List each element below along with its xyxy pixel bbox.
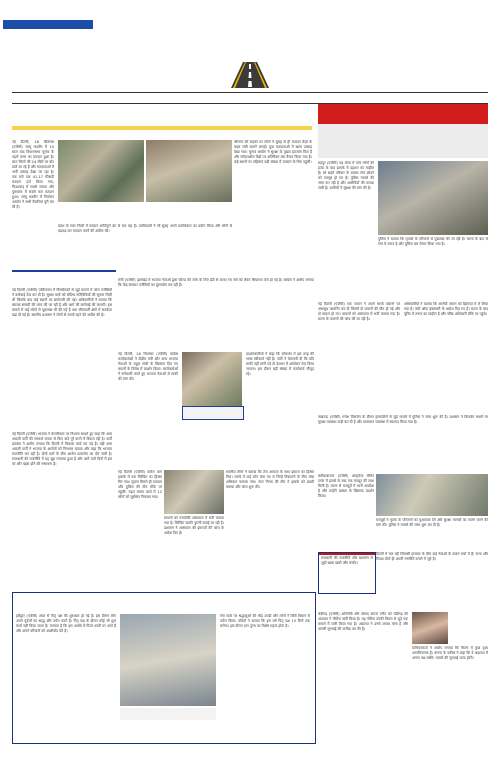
pitru-paksha-column-2: गंगा घाटों पर श्रद्धालुओं की भीड़ उमड़ी और लोगों ने विधि विधान से तर्पण किया। पंडितों ने बताया कि इस वर्ष पितृ पक्ष 15 दिनों तक चलेगा। इस दौरान दान पुण्य का विशेष महत्व होता है। — [220, 614, 310, 628]
karol-bagh-photo — [164, 470, 224, 514]
lead-photo-caption — [58, 204, 232, 224]
karol-bagh-column-3: स्थानीय लोगों ने बताया कि तेज आवाज के साथ इमारत का हिस्सा गिरा। मलबे में कई लोग फंस गए थे जिन्हें निकालने के लिए लंबा अभियान चलाया गया। नगर निगम की टीम ने इलाके को खाली कराया और जांच शुरू की। — [226, 470, 314, 489]
right-mid-subhead[interactable] — [318, 404, 488, 413]
right-top-column: रुद्रपुर (एजेंसी) रुद्र टोला में पांच लोगों की हत्या के बाद इलाके में दहशत का माहौल है। डरे सहमे परिवार के सदस्य गांव छोड़ने को मजबूर हो गए हैं। पुलिस मामले की जांच कर रही है और आरोपियों की तलाश जारी है। ग्रामीणों ने सुरक्षा की मांग की है। — [318, 161, 374, 190]
lead-subhead — [12, 126, 312, 130]
website-link[interactable] — [3, 20, 93, 29]
breaking-news-label — [12, 255, 116, 269]
ultratech-column-2: मजदूरों ने मृतक के परिजनों को मुआवजा देने और सुरक्षा मानकों का पालन करने की मांग की। पुलिस ने मामले की जांच शुरू कर दी है। — [376, 518, 488, 527]
edition-info-bar — [12, 92, 488, 104]
lead-column-1: नई दिल्ली, 18 सितम्बर (एजेंसी) जम्मू कश्मीर में 10 साल बाद विधानसभा चुनाव के पहले चरण का मतदान हुआ है। सात जिलों की 24 सीटों पर वोट डाले जा रहे हैं और मतदाताओं में भारी उत्साह देखा जा रहा है। एक बजे तक 41.17 फीसदी मतदान दर्ज किया गया, किश्तवाड़ में सबसे ज्यादा और पुलवामा में सबसे कम मतदान हुआ। जम्मू कश्मीर में निर्वाचन आयोग ने सभी तैयारियां पूरी कर ली हैं। — [12, 140, 54, 209]
pitru-paksha-photo — [120, 614, 216, 706]
right-top-headline[interactable] — [318, 124, 488, 158]
road-logo-icon — [229, 60, 271, 90]
breaking-news-headline[interactable] — [12, 270, 116, 272]
right-mid-column-2: अधिकारियों ने बताया कि आरोपी जवान को हिरासत में ले लिया गया है। कोर्ट ऑफ इंक्वायरी के आदेश दिए गए हैं। घटना के बाद यूनिट में तनाव का माहौल है और वरिष्ठ अधिकारी मौके पर पहुंचे। — [404, 302, 488, 316]
ultratech-photo — [376, 474, 488, 516]
center-kicker — [118, 268, 314, 277]
karol-bagh-column-1: नई दिल्ली (एजेंसी) करोल बाग इलाके में एक बिल्डिंग का हिस्सा गिर गया। सूचना मिलते ही दमकल और पुलिस की टीम मौके पर पहुंची। राहत बचाव कार्य में 12 लोगों को सुरक्षित निकाला गया। — [118, 470, 162, 499]
diary-body: राजधानी की राजनीति और प्रशासन से जुड़ी खास खबरें और चर्चाएं। — [321, 556, 373, 565]
lead-column-right: श्रीनगर की सड़कों पर लोगों ने सुबह से ही मतदान केंद्रों के बाहर लंबी कतारें लगाईं। युवा मतदाताओं में खास उत्साह देखा गया। चुनाव आयोग ने सुरक्षा के पुख्ता इंतजाम किए हैं और संवेदनशील केंद्रों पर अतिरिक्त बल तैनात किया गया है। कई स्थानों पर महिलाएं बड़ी संख्या में मतदान के लिए पहुंचीं। — [234, 140, 312, 164]
pitru-paksha-column-1: हरिद्वार (एजेंसी) आज से पितृ पक्ष की शुरुआत हो गई है। इस दौरान लोग अपने पूर्वजों का श्राद्ध और तर्पण करते हैं। पितृ पक्ष के दौरान कोई भी शुभ कार्य नहीं किया जाता है। मान्यता है कि इस अवधि में पितर धरती पर आते हैं और अपने परिजनों को आशीर्वाद देते हैं। — [16, 614, 116, 633]
center-photo — [182, 352, 242, 406]
right-top-photo — [378, 161, 488, 235]
center-photo-caption — [182, 406, 244, 420]
center-top-body: रांची (एजेंसी) झारखंड में भाजपा नेताओं द्वारा फील्ड की जांच के लिए ईडी से कराए गए सर्वे को लेकर सियासत तेज हो गई है। कांग्रेस ने आरोप लगाया कि केंद्र सरकार एजेंसियों का दुरुपयोग कर रही है। — [118, 278, 314, 287]
left-low-body: नई दिल्ली (एजेंसी) भाजपा ने केजरीवाल पर निशाना साधते हुए कहा कि आम आदमी पार्टी की सरकार जनता से किए वादे पूरे करने में विफल रही है। पार्टी प्रवक्ता ने आरोप लगाया कि दिल्ली में विकास कार्य ठप पड़े हैं। वहीं आम आदमी पार्टी ने भाजपा के आरोपों को निराधार बताया और कहा कि भाजपा राजनीति कर रही है। दोनों दलों के बीच आरोप प्रत्यारोप का दौर जारी है। राजधानी की राजनीति में यह मुद्दा गरमाया हुआ है और आने वाले दिनों में इस पर और बहस होने की संभावना है। — [12, 432, 112, 466]
diary-box — [318, 552, 376, 594]
right-mid-column-1: नई दिल्ली (एजेंसी) एक जवान ने अपने साथी जवानों पर अंधाधुंध फायरिंग कर दी जिसमें दो जवानों की मौत हो गई और दो घायल हो गए। घायलों को अस्पताल में भर्ती कराया गया है। घटना के कारणों की जांच की जा रही है। — [318, 302, 400, 321]
breaking-news-body: नई दिल्ली (एजेंसी) पाकिस्तान में विस्फोटकों से जुड़े मामले में जांच एजेंसियों ने कार्रवाई तेज कर दी है। सुरक्षा बलों को संदिग्ध गतिविधियों की सूचना मिली थी जिसके बाद कई स्थानों पर छापेमारी की गई। अधिकारियों ने बताया कि बरामद सामग्री की जांच की जा रही है और आगे की कार्रवाई की जाएगी। इस मामले में कई लोगों से पूछताछ भी की गई है तथा सीमावर्ती क्षेत्रों में सतर्कता बढ़ा दी गई है। स्थानीय प्रशासन ने लोगों से सतर्क रहने की अपील की है। — [12, 288, 112, 317]
lead-photo-right — [146, 140, 232, 202]
lead-column-mid: प्रदेश के सात जिलों में मतदान शांतिपूर्ण ढंग से चल रहा है। उम्मीदवारों ने भी सुबह अपने मताधिकार का प्रयोग किया और लोगों से बढ़चढ़ कर मतदान करने की अपील की। — [58, 224, 232, 233]
ultratech-column-1: बलौदाबाजार (एजेंसी) अल्ट्राटेक सीमेंट प्लांट में हादसे के बाद एक मजदूर की लाश मिली है। घटना से मजदूरों में भारी आक्रोश है और उन्होंने प्रबंधन के खिलाफ प्रदर्शन किया। — [318, 474, 374, 498]
left-low-side-headline[interactable] — [12, 410, 112, 434]
center-column-1: नई दिल्ली, 18 सितम्बर (एजेंसी) कांग्रेस कार्यकर्ताओं ने केंद्रीय मंत्री और अन्य भाजपा नेताओं के राहुल गांधी के खिलाफ दिए गए बयानों के विरोध में प्रदर्शन किया। कार्यकर्ताओं ने नारेबाजी करते हुए भाजपा नेताओं से माफी की मांग की। — [118, 352, 178, 381]
pitru-paksha-photo-caption — [120, 708, 216, 720]
masthead — [0, 43, 500, 89]
right-top-kicker — [318, 104, 488, 124]
kangana-column-2: याचिकाकर्ता ने आरोप लगाया कि फिल्म में कुछ दृश्य आपत्तिजनक हैं। कंगना के वकील ने कहा कि वे अदालत में अपना पक्ष रखेंगे। मामले की सुनवाई जल्द होगी। — [412, 646, 488, 660]
diary-side-column: दिल्ली में चल रही सियासी हलचल के बीच कई नेताओं के बयान चर्चा में हैं। सत्ता और विपक्ष दोनों ही अपनी रणनीति बनाने में जुटे हैं। — [376, 552, 488, 561]
right-mid-body: लखनऊ (एजेंसी) गणेश विसर्जन के दौरान ट्रांसपोर्टरों से जुड़े मामले में पुलिस ने जांच शुरू की है। प्रशासन ने विसर्जन स्थलों पर सुरक्षा व्यवस्था कड़ी कर दी है और यातायात व्यवस्था में बदलाव किया गया है। — [318, 415, 488, 424]
center-column-2: प्रदर्शनकारियों ने कहा कि लोकतंत्र में इस तरह की भाषा स्वीकार्य नहीं है। पार्टी ने चेतावनी दी कि यदि माफी नहीं मांगी गई तो देशभर में आंदोलन तेज किया जाएगा। इस दौरान बड़ी संख्या में कार्यकर्ता मौजूद रहे। — [246, 352, 314, 376]
karol-bagh-column-2: घायलों को नजदीकी अस्पताल में भर्ती कराया गया है। बिल्डिंग काफी पुरानी बताई जा रही है। प्रशासन ने आसपास की इमारतों की जांच के आदेश दिए हैं। — [164, 516, 224, 535]
lead-photo-left — [58, 140, 144, 202]
right-top-column-2: पुलिस ने बताया कि मृतकों के परिजनों से पूछताछ की जा रही है। घटना के बाद से गांव में तनाव है और पुलिस बल तैनात किया गया है। — [378, 237, 488, 246]
kangana-column-1: चंडीगढ़ (एजेंसी) अभिनेत्री और सांसद कंगना रनौत को चंडीगढ़ की अदालत ने नोटिस जारी किया है। यह नोटिस उनकी फिल्म से जुड़े एक मामले में जारी किया गया है। अदालत ने उनसे जवाब मांगा है और अगली सुनवाई की तारीख तय की है। — [318, 612, 408, 631]
kangana-photo — [412, 612, 448, 644]
